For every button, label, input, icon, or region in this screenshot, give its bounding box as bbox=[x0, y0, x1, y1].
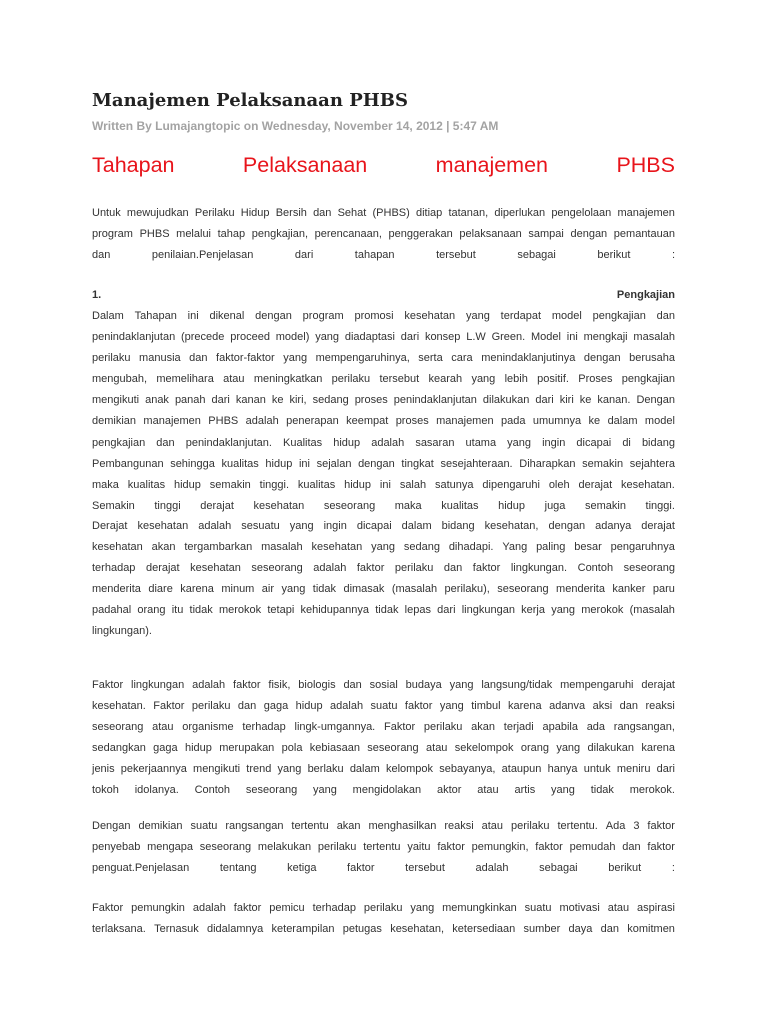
paragraph-line: Pembangunan sehingga kualitas hidup ini sejalan dengan tingkat sesejahteraan. Diharapkan semakin sejahtera bbox=[92, 457, 675, 470]
paragraph bbox=[92, 516, 675, 643]
paragraph-line: penguat.Penjelasan tentang ketiga faktor tersebut adalah sebagai berikut : bbox=[92, 862, 675, 875]
paragraph-line: maka kualitas hidup semakin tinggi. kualitas hidup ini salah satunya dipengaruhi oleh derajat kesehatan. bbox=[92, 478, 675, 491]
numbered-heading-line: 1. Pengkajian bbox=[92, 289, 675, 301]
paragraph-line: terhadap derajat kesehatan seseorang adalah faktor perilaku dan faktor lingkungan. Contoh seseorang bbox=[92, 562, 675, 575]
paragraph-line: Dengan demikian suatu rangsangan tertentu akan menghasilkan reaksi atau perilaku tertentu. Ada 3 faktor bbox=[92, 820, 675, 832]
paragraph-line: tokoh idolanya. Contoh seseorang yang mengidolakan aktor atau artis yang tidak merokok. bbox=[92, 784, 675, 797]
paragraph-line: kesehatan. Faktor perilaku dan gaga hidup adalah suatu faktor yang timbul karena adanva aksi dan reaksi bbox=[92, 700, 675, 713]
post-byline: Written By Lumajangtopic on Wednesday, November 14, 2012 | 5:47 AM bbox=[92, 119, 499, 133]
heading-word: Tahapan bbox=[92, 153, 175, 177]
paragraph-line: kesehatan akan tergambarkan masalah kesehatan yang sedang dihadapi. Yang paling besar pengaruhnya bbox=[92, 541, 675, 554]
paragraph-line: penyebab mengapa seseorang melakukan perilaku tertentu yaitu faktor pemungkin, faktor pemudah dan faktor bbox=[92, 841, 675, 854]
paragraph bbox=[92, 816, 675, 879]
paragraph bbox=[92, 203, 675, 266]
paragraph-line: seseorang atau organisme terhadap lingk-umgannya. Faktor perilaku akan terjadi apabila ada rangsangan, bbox=[92, 721, 675, 734]
paragraph-line: Faktor lingkungan adalah faktor fisik, biologis dan sosial budaya yang langsung/tidak mempengaruhi derajat bbox=[92, 679, 675, 691]
paragraph bbox=[92, 898, 675, 940]
paragraph-line: Untuk mewujudkan Perilaku Hidup Bersih dan Sehat (PHBS) ditiap tatanan, diperlukan pengelolaan manajemen bbox=[92, 207, 675, 219]
paragraph-line: perilaku manusia dan faktor-faktor yang mempengaruhinya, serta cara menindaklanjutinya dengan berusaha bbox=[92, 352, 675, 365]
paragraph-line: padahal orang itu tidak merokok tetapi kehidupannya tidak lepas dari lingkungan kerja yang merokok (masalah bbox=[92, 604, 675, 617]
paragraph-line: program PHBS melalui tahap pengkajian, perencanaan, penggerakan pelaksanaan sampai dengan pemantauan bbox=[92, 228, 675, 241]
paragraph-line: penindaklanjutan (precede proceed model) yang diadaptasi dari konsep L.W Green. Model ini mengkaji masalah bbox=[92, 331, 675, 344]
paragraph-line: sedangkan gaga hidup merupakan pola kebiasaan seseorang atau sekelompok orang yang dilakukan karena bbox=[92, 742, 675, 755]
paragraph-line: terlaksana. Ternasuk didalamnya keterampilan petugas kesehatan, ketersediaan sumber daya dan komitmen bbox=[92, 923, 675, 936]
paragraph-line: jenis pekerjaannya mengikuti trend yang berlaku dalam kelompok sebayanya, ataupun hanya untuk meniru dari bbox=[92, 763, 675, 776]
paragraph-line: Derajat kesehatan adalah sesuatu yang ingin dicapai dalam bidang kesehatan, dengan adanya derajat bbox=[92, 520, 675, 532]
paragraph-line: pengkajian dan penindaklanjutan. Kualitas hidup adalah sasaran utama yang ingin dicapai di bidang bbox=[92, 436, 675, 449]
paragraph bbox=[92, 675, 675, 802]
post-title[interactable]: Manajemen Pelaksanaan PHBS bbox=[92, 90, 408, 111]
heading-word: manajemen bbox=[435, 153, 549, 177]
heading-word: Pelaksanaan bbox=[242, 153, 368, 177]
paragraph-line: Semakin tinggi derajat kesehatan seseorang maka kualitas hidup juga semakin tinggi. bbox=[92, 499, 675, 512]
heading-word: PHBS bbox=[616, 153, 675, 177]
paragraph-line: lingkungan). bbox=[92, 625, 152, 638]
paragraph-line: Faktor pemungkin adalah faktor pemicu terhadap perilaku yang memungkinkan suatu motivasi atau aspirasi bbox=[92, 902, 675, 914]
paragraph bbox=[92, 306, 675, 517]
paragraph-line: demikian manajemen PHBS adalah penerapan keempat proses manajemen pada umumnya ke dalam model bbox=[92, 415, 675, 428]
paragraph-line: menderita diare karena minum air yang tidak dimasak (masalah perilaku), seseorang menderita kanker paru bbox=[92, 583, 675, 596]
paragraph-line: mengikuti anak panah dari kanan ke kiri, sedang proses penindaklanjutan dilakukan dari kiri ke kanan. Dengan bbox=[92, 394, 675, 407]
section-heading bbox=[92, 153, 675, 178]
numbered-heading bbox=[92, 285, 675, 306]
paragraph-line: Dalam Tahapan ini dikenal dengan program promosi kesehatan yang terdapat model pengkajian dan bbox=[92, 310, 675, 322]
paragraph-line: dan penilaian.Penjelasan dari tahapan tersebut sebagai berikut : bbox=[92, 249, 675, 262]
paragraph-line: mengubah, memelihara atau meningkatkan perilaku tersebut kearah yang lebih positif. Proses pengkajian bbox=[92, 373, 675, 386]
